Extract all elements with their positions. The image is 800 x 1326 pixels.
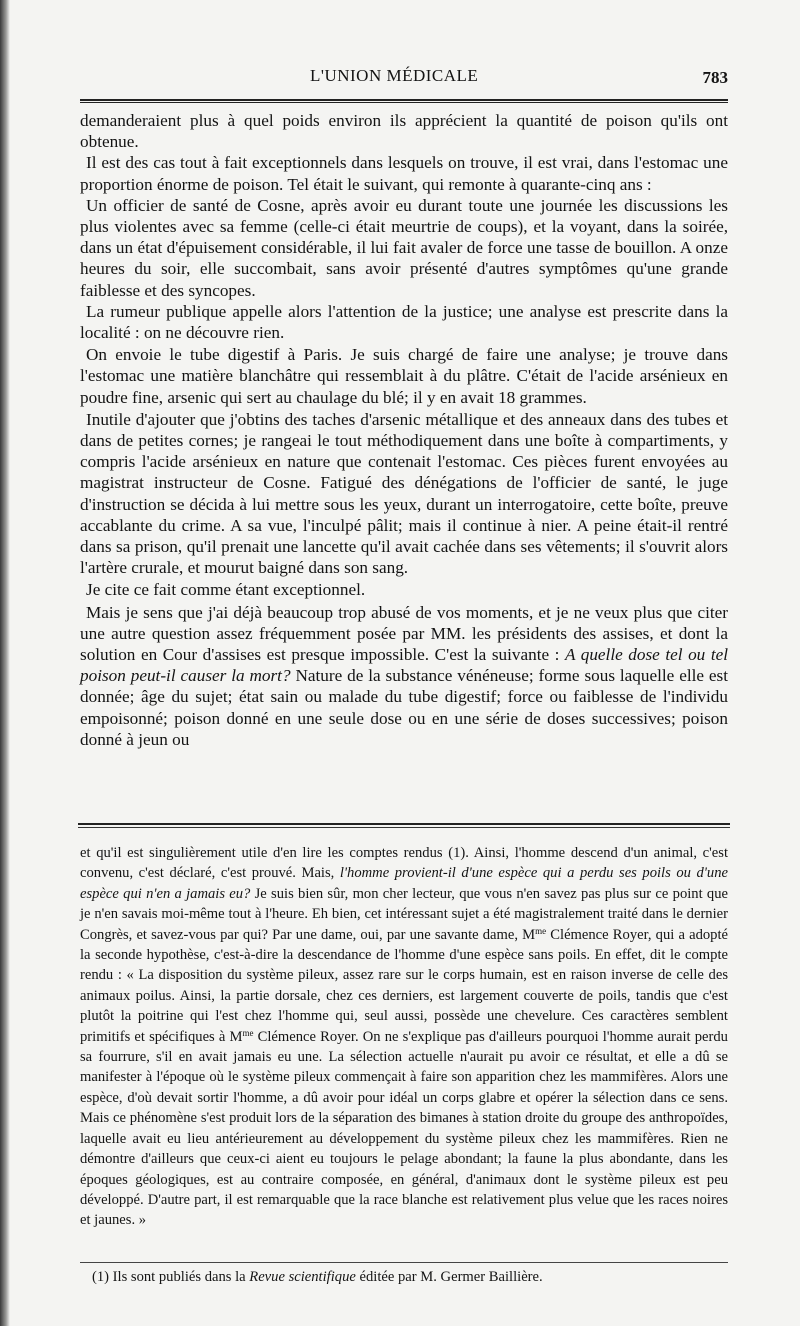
page-header <box>80 66 728 96</box>
feuilleton-separator-rule <box>78 823 730 828</box>
running-title: L'UNION MÉDICALE <box>310 66 479 85</box>
paragraph: On envoie le tube digestif à Paris. Je suis chargé de faire une analyse; je trouve dans l'estomac une matière blanchâtre qui ressemblait à du plâtre. C'était de l'acide arsénieux en poudre fine, arsenic qui sert au chaulage du blé; il y en avait 18 grammes. <box>80 345 728 407</box>
paragraph <box>80 602 728 750</box>
paragraph-text: Clémence Royer, qui a adopté la seconde hypothèse, c'est-à-dire la descendance de l'homme d'une espèce sans poils. En effet, dit le compte rendu : « La disposition du système pileux, assez rare sur le corps humain, est en raison inverse de celle des animaux poilus. Ainsi, la partie dorsale, chez ces derniers, est largement couverte de poils, tandis que c'est plutôt la poitrine qui l'est chez l'homme qui, seul aussi, possède une chevelure. Ces caractères semblent primitifs et spécifiques à M <box>80 926 728 1045</box>
italic-question: A quelle dose tel ou tel poison peut-il causer la mort? <box>80 645 729 686</box>
superscript: me <box>242 1027 254 1038</box>
paragraph-text: Clémence Royer. On ne s'explique pas d'ailleurs pourquoi l'homme aurait perdu sa fourrure, s'il en avait jamais eu une. La sélection actuelle n'aurait pu avoir ce résultat, et elle a dû se manifester à l'époque où le système pileux commençait à faire son apparition chez les mammifères. Alors une espèce, d'où devait sortir l'homme, a dû avoir pour idéal un corps glabre et opérer la sélection dans ce sens. Mais ce phénomène s'est produit lors de la séparation des bimanes à station droite du groupe des anthropoïdes, laquelle avait eu lieu antérieurement au développement du système pileux chez les mammifères. Rien ne démontre d'ailleurs que ceux-ci aient eu toujours le pelage abondant; la faune la plus abondante, dans les époques géologiques, est au contraire composée, en général, d'animaux dont le système pileux est peu développé. D'autre part, il est remarquable que la race blanche est relativement plus velue que les races noires et jaunes. » <box>80 1028 728 1229</box>
feuilleton-text <box>80 843 728 1231</box>
italic-question: l'homme provient-il d'une espèce qui a perdu ses poils ou d'une espèce qui n'en a jamais eu? <box>80 865 728 902</box>
paragraph: Je cite ce fait comme étant exceptionnel. <box>86 580 366 600</box>
paragraph: demanderaient plus à quel poids environ ils apprécient la quantité de poison qu'ils ont obtenue. <box>80 111 728 152</box>
footnote <box>92 1268 728 1286</box>
page-number: 783 <box>702 68 728 87</box>
paragraph-text: Je suis bien sûr, mon cher lecteur, que vous n'en savez pas plus sur ce point que je n'en savais moi-même tout à l'heure. Eh bien, cet intéressant sujet a été magistralement traité dans le dernier Congrès, et savez-vous par qui? Par une dame, oui, par une savante dame, M <box>80 885 728 943</box>
paragraph-text: et qu'il est singulièrement utile d'en lire les comptes rendus (1). Ainsi, l'homme descend d'un animal, c'est convenu, c'est déclaré, c'est prouvé. Mais, <box>80 845 728 882</box>
paragraph: Inutile d'ajouter que j'obtins des taches d'arsenic métallique et des anneaux dans des tubes et dans de petites cornes; je rangeai le tout méthodiquement dans une boîte à compartiments, y compris l'acide arsénieux en nature que contenait l'estomac. Ces pièces furent envoyées au magistrat instructeur de Cosne. Fatigué des dénégations de l'officier de santé, le juge d'instruction se décida à lui mettre sous les yeux, durant un interrogatoire, cette boîte, preuve accablante du crime. A sa vue, l'inculpé pâlit; mais il continue à nier. A peine était-il rentré dans sa prison, qu'il prenait une lancette qu'il avait cachée dans ses vêtements; il s'ouvrit alors l'artère crurale, et mourut baigné dans son sang. <box>80 409 728 578</box>
superscript: me <box>535 925 547 936</box>
page-binding-shadow <box>0 0 10 1326</box>
paragraph: La rumeur publique appelle alors l'attention de la justice; une analyse est prescrite dans la localité : on ne découvre rien. <box>80 301 728 343</box>
main-text <box>80 110 728 750</box>
paragraph-text: Nature de la substance vénéneuse; forme sous laquelle elle est donnée; âge du sujet; état sain ou malade du tube digestif; force ou faiblesse de l'individu empoisonné; poison donné en une seule dose ou en une série de doses successives; poison donné à jeun ou <box>80 666 729 749</box>
footnote-rule <box>80 1262 728 1263</box>
paragraph: Il est des cas tout à fait exceptionnels dans lesquels on trouve, il est vrai, dans l'estomac une proportion énorme de poison. Tel était le suivant, qui remonte à quarante-cinq ans : <box>80 153 728 194</box>
header-rule <box>80 99 728 103</box>
paragraph: Un officier de santé de Cosne, après avoir eu durant toute une journée les discussions les plus violentes avec sa femme (celle-ci était meurtrie de coups), et la voyant, dans la soirée, dans un état d'épuisement considérable, il lui fait avaler de force une tasse de bouillon. A onze heures du soir, elle succombait, sans avoir présenté d'autres symptômes qu'une grande faiblesse et des syncopes. <box>80 195 728 300</box>
paragraph-text: Mais je sens que j'ai déjà beaucoup trop abusé de vos moments, et je ne veux plus que citer une autre question assez fréquemment posée par MM. les présidents des assises, et dont la solution en Cour d'assises est presque impossible. C'est la suivante : <box>80 602 728 665</box>
footnote-text: éditée par M. Germer Baillière. <box>355 1269 543 1285</box>
footnote-text: (1) Ils sont publiés dans la <box>92 1269 250 1285</box>
journal-title: Revue scientifique <box>249 1269 356 1285</box>
paragraph <box>80 843 728 1231</box>
